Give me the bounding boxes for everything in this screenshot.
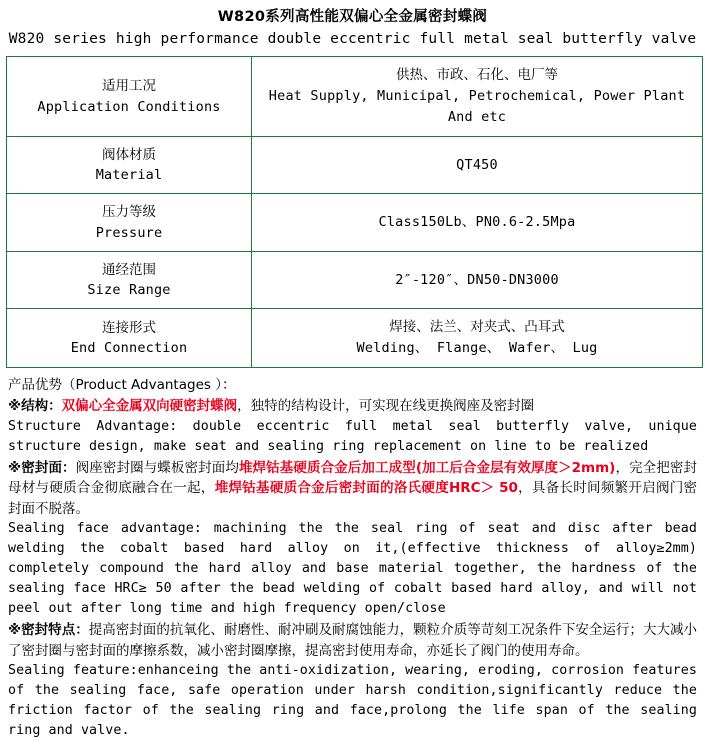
spec-value-english: Heat Supply, Municipal, Petrochemical, Power Plant And etc xyxy=(268,88,686,125)
advantage-sealing-face-text3: ，具备长时间频繁开启阀门密封面不脱落。 xyxy=(8,480,698,517)
spec-value-cell xyxy=(252,194,703,252)
spec-label-cell xyxy=(7,194,252,252)
spec-label-english: Pressure xyxy=(95,224,163,241)
page-title xyxy=(6,8,699,49)
spec-value-english: Welding、 Flange、 Wafer、 Lug xyxy=(356,340,598,357)
specification-table xyxy=(6,56,703,368)
spec-value-cell xyxy=(252,309,703,368)
spec-label-chinese: 通经范围 xyxy=(102,261,156,278)
spec-value-english: Class150Lb、PN0.6-2.5Mpa xyxy=(378,214,576,231)
spec-label-chinese: 连接形式 xyxy=(102,320,156,337)
advantage-structure-chinese xyxy=(8,396,697,417)
spec-label-chinese: 阀体材质 xyxy=(102,146,156,163)
spec-value-chinese: 焊接、法兰、对夹式、凸耳式 xyxy=(389,319,565,336)
spec-value-cell xyxy=(252,57,703,137)
advantage-sealing-face-highlight2: 堆焊钴基硬质合金后密封面的洛氏硬度HRC＞ 50 xyxy=(214,480,518,497)
spec-label-english: Size Range xyxy=(87,282,171,299)
product-advantages-section xyxy=(6,375,699,741)
spec-label-chinese: 适用工况 xyxy=(102,78,156,95)
table-row xyxy=(7,309,703,368)
spec-label-cell xyxy=(7,251,252,309)
advantage-item-sealing-feature xyxy=(8,620,697,741)
table-row xyxy=(7,136,703,194)
advantages-heading: 产品优势（Product Advantages ）： xyxy=(8,377,236,394)
spec-value-cell xyxy=(252,251,703,309)
spec-label-cell xyxy=(7,57,252,137)
advantage-sealing-feature-label: ※密封特点： xyxy=(8,622,89,639)
spec-label-english: Application Conditions xyxy=(37,98,221,115)
advantage-sealing-face-text1: 阀座密封圈与蝶板密封面均 xyxy=(75,459,239,476)
advantage-sealing-feature-english: Sealing feature:enhanceing the anti-oxidization, wearing, eroding, corrosion features of the sealing face, safe operation under harsh condition,significantly reduce the friction factor of the sealing ring and face,prolong the life span of the sealing ring and valve. xyxy=(8,663,697,738)
spec-value-english: QT450 xyxy=(456,156,498,173)
page-title-chinese: W820系列高性能双偏心全金属密封蝶阀 xyxy=(217,9,488,25)
advantage-structure-text: ，独特的结构设计，可实现在线更换阀座及密封圈 xyxy=(237,398,535,415)
advantage-sealing-feature-text: 提高密封面的抗氧化、耐磨性、耐冲刷及耐腐蚀能力，颗粒介质等苛刻工况条件下安全运行；大大减小了密封圈与密封面的摩擦系数，减小密封圈摩擦，提高密封使用寿命，亦延长了阀门的使用寿命。 xyxy=(8,622,698,659)
spec-value-cell xyxy=(252,136,703,194)
spec-label-cell xyxy=(7,309,252,368)
spec-label-english: Material xyxy=(95,167,163,184)
advantage-sealing-face-text2: ，完全把密封母材与硬质合金彻底融合在一起， xyxy=(8,459,697,497)
advantage-item-structure xyxy=(8,396,697,456)
spec-value-chinese: 供热、市政、石化、电厂等 xyxy=(396,67,558,84)
advantage-structure-english: Structure Advantage: double eccentric full metal seal butterfly valve, unique structure design, make seat and sealing ring replacement on line to be realized xyxy=(8,419,697,454)
advantage-sealing-face-english: Sealing face advantage: machining the the seal ring of seat and disc after bead welding the cobalt based hard alloy on it,(effective thickness of alloy≥2mm) completely compound the hard alloy and base material together, the hardness of the sealing face HRC≥ 50 after the bead welding of cobalt based hard alloy, and will not peel out after long time and high frequency open/close xyxy=(8,521,697,617)
advantage-sealing-face-chinese xyxy=(8,458,697,520)
advantage-structure-highlight: 双偏心全金属双向硬密封蝶阀 xyxy=(61,398,238,415)
spec-label-cell xyxy=(7,136,252,194)
advantage-item-sealing-face xyxy=(8,458,697,619)
spec-label-english: End Connection xyxy=(70,340,188,357)
advantage-sealing-face-label: ※密封面： xyxy=(8,459,76,476)
spec-label-chinese: 压力等级 xyxy=(102,204,156,221)
spec-value-english: 2″-120″、DN50-DN3000 xyxy=(395,271,559,288)
advantage-sealing-feature-chinese xyxy=(8,620,697,661)
advantage-structure-label: ※结构： xyxy=(8,398,62,415)
advantage-sealing-face-highlight1: 堆焊钴基硬质合金后加工成型(加工后合金层有效厚度＞2mm) xyxy=(238,459,616,476)
table-row xyxy=(7,251,703,309)
page-title-english: W820 series high performance double eccentric full metal seal butterfly valve xyxy=(8,30,697,47)
table-row xyxy=(7,194,703,252)
table-row xyxy=(7,57,703,137)
